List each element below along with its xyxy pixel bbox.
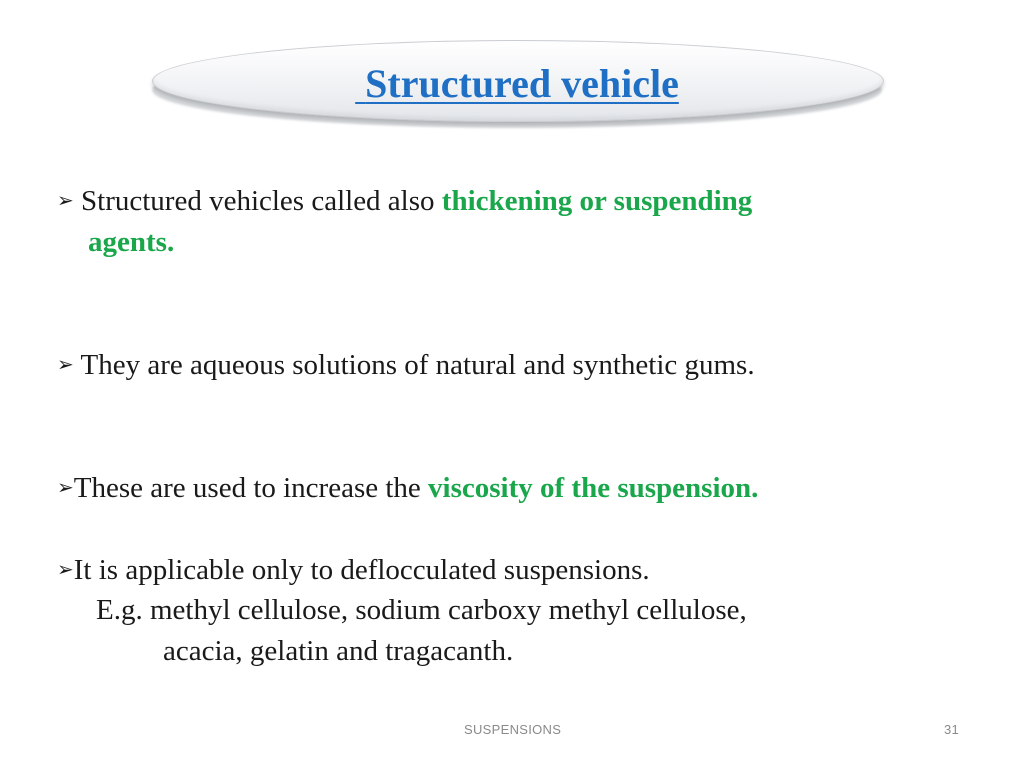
bullet-1-text: Structured vehicles called also: [73, 185, 442, 217]
bullet-4-example-text-1: E.g. methyl cellulose, sodium carboxy methyl cellulose,: [96, 594, 747, 626]
arrow-bullet-icon: ➢: [57, 557, 74, 581]
bullet-4: [57, 549, 650, 590]
bullet-3-highlight: viscosity of the suspension.: [428, 472, 759, 504]
bullet-1-highlight: thickening or suspending: [441, 185, 753, 217]
slide-title-prefix: [355, 61, 365, 106]
bullet-4-example-text-2: acacia, gelatin and tragacanth.: [163, 635, 514, 667]
bullet-2: [57, 344, 755, 385]
bullet-1: [57, 180, 752, 221]
bullet-2-text: They are aqueous solutions of natural and synthetic gums.: [73, 349, 755, 381]
bullet-4-example-line-1: [96, 590, 747, 630]
bullet-4-text: It is applicable only to deflocculated suspensions.: [73, 554, 650, 586]
slide-title-text: Structured vehicle: [365, 61, 679, 106]
arrow-bullet-icon: ➢: [57, 352, 74, 376]
page-number: 31: [944, 722, 960, 737]
bullet-1-continuation-text: agents.: [88, 226, 175, 258]
bullet-3: [57, 467, 758, 508]
bullet-1-continuation: [88, 222, 174, 262]
bullet-4-example-line-2: [163, 631, 513, 671]
slide-title: [152, 58, 882, 110]
arrow-bullet-icon: ➢: [57, 475, 74, 499]
footer-label: SUSPENSIONS: [464, 722, 562, 737]
arrow-bullet-icon: ➢: [57, 188, 74, 212]
bullet-3-text: These are used to increase the: [73, 472, 429, 504]
